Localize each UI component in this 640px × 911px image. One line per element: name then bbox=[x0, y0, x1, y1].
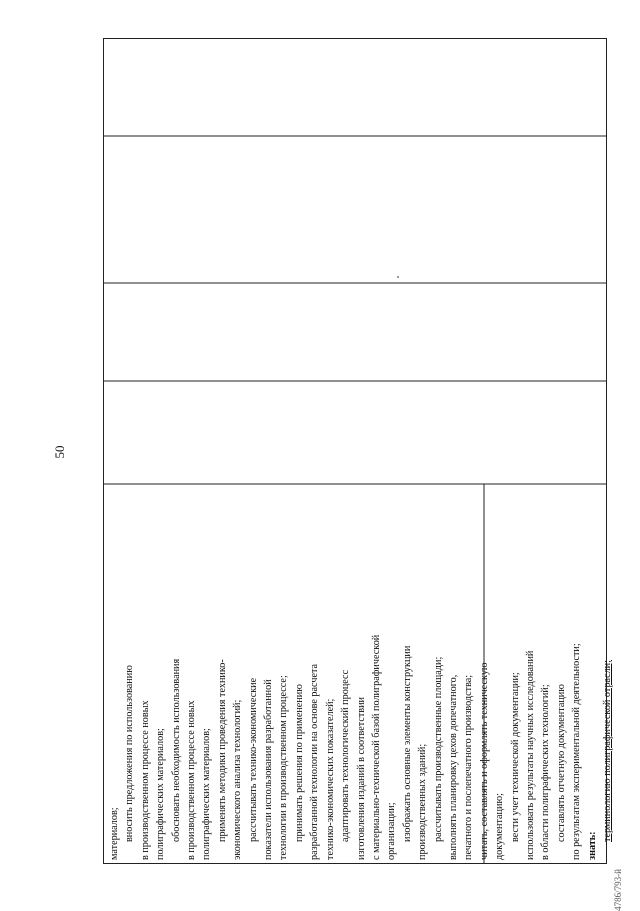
text-line: вносить предложения по использованию bbox=[124, 665, 136, 842]
text-line: обосновать необходимость использования bbox=[170, 658, 182, 842]
text-line: адаптировать технологический процесс bbox=[340, 669, 352, 842]
content-text bbox=[107, 486, 613, 860]
text-line: выполнять планировку цехов допечатного, bbox=[447, 674, 459, 860]
text-line: рассчитывать производственные площади; bbox=[432, 656, 444, 842]
text-line: читать, составлять и оформлять техническую bbox=[478, 662, 490, 860]
text-line: разработанной технологии на основе расчета bbox=[309, 663, 321, 860]
footer-code: 4786/793-й bbox=[613, 869, 623, 911]
text-line: технико-экономических показателей; bbox=[324, 698, 336, 860]
text-line: материалов; bbox=[109, 807, 120, 860]
text-line: по результатам экспериментальной деятельности; bbox=[571, 643, 583, 860]
text-line: печатного и послепечатного производства; bbox=[463, 674, 475, 860]
text-line: документацию; bbox=[494, 793, 506, 860]
text-line: изображать основные элементы конструкции bbox=[401, 645, 413, 842]
text-line: производственных зданий; bbox=[417, 743, 429, 860]
text-line: технологии в производственном процессе; bbox=[278, 675, 290, 860]
scan-speck bbox=[397, 276, 399, 278]
text-line: полиграфических материалов; bbox=[201, 728, 213, 860]
text-line: организации; bbox=[386, 802, 398, 860]
text-line: изготовления изданий в соответствии bbox=[355, 696, 367, 860]
text-line: в производственном процессе новых bbox=[186, 700, 198, 860]
text-line: составлять отчетную документацию bbox=[555, 684, 567, 842]
text-line: с материально-технической базой полиграфической bbox=[370, 634, 382, 860]
text-line: принимать решения по применению bbox=[293, 684, 305, 842]
page-number: 50 bbox=[52, 445, 67, 459]
text-line: рассчитывать технико-экономические bbox=[247, 677, 259, 842]
text-line: использовать результаты научных исследований bbox=[524, 650, 536, 860]
text-line: экономического анализа технологий; bbox=[232, 699, 244, 860]
text-line: показатели использования разработанной bbox=[263, 679, 275, 860]
text-line: в области полиграфических технологий; bbox=[540, 684, 552, 860]
content-cell bbox=[107, 484, 613, 862]
text-line: терминологию полиграфической отрасли; bbox=[602, 660, 613, 842]
text-line: вести учет технической документации; bbox=[509, 672, 521, 842]
section-label-know: знать: bbox=[586, 831, 598, 860]
text-line: в производственном процессе новых bbox=[139, 700, 151, 860]
text-line: полиграфических материалов; bbox=[155, 728, 167, 860]
text-line: применять методики проведения технико- bbox=[216, 659, 228, 842]
